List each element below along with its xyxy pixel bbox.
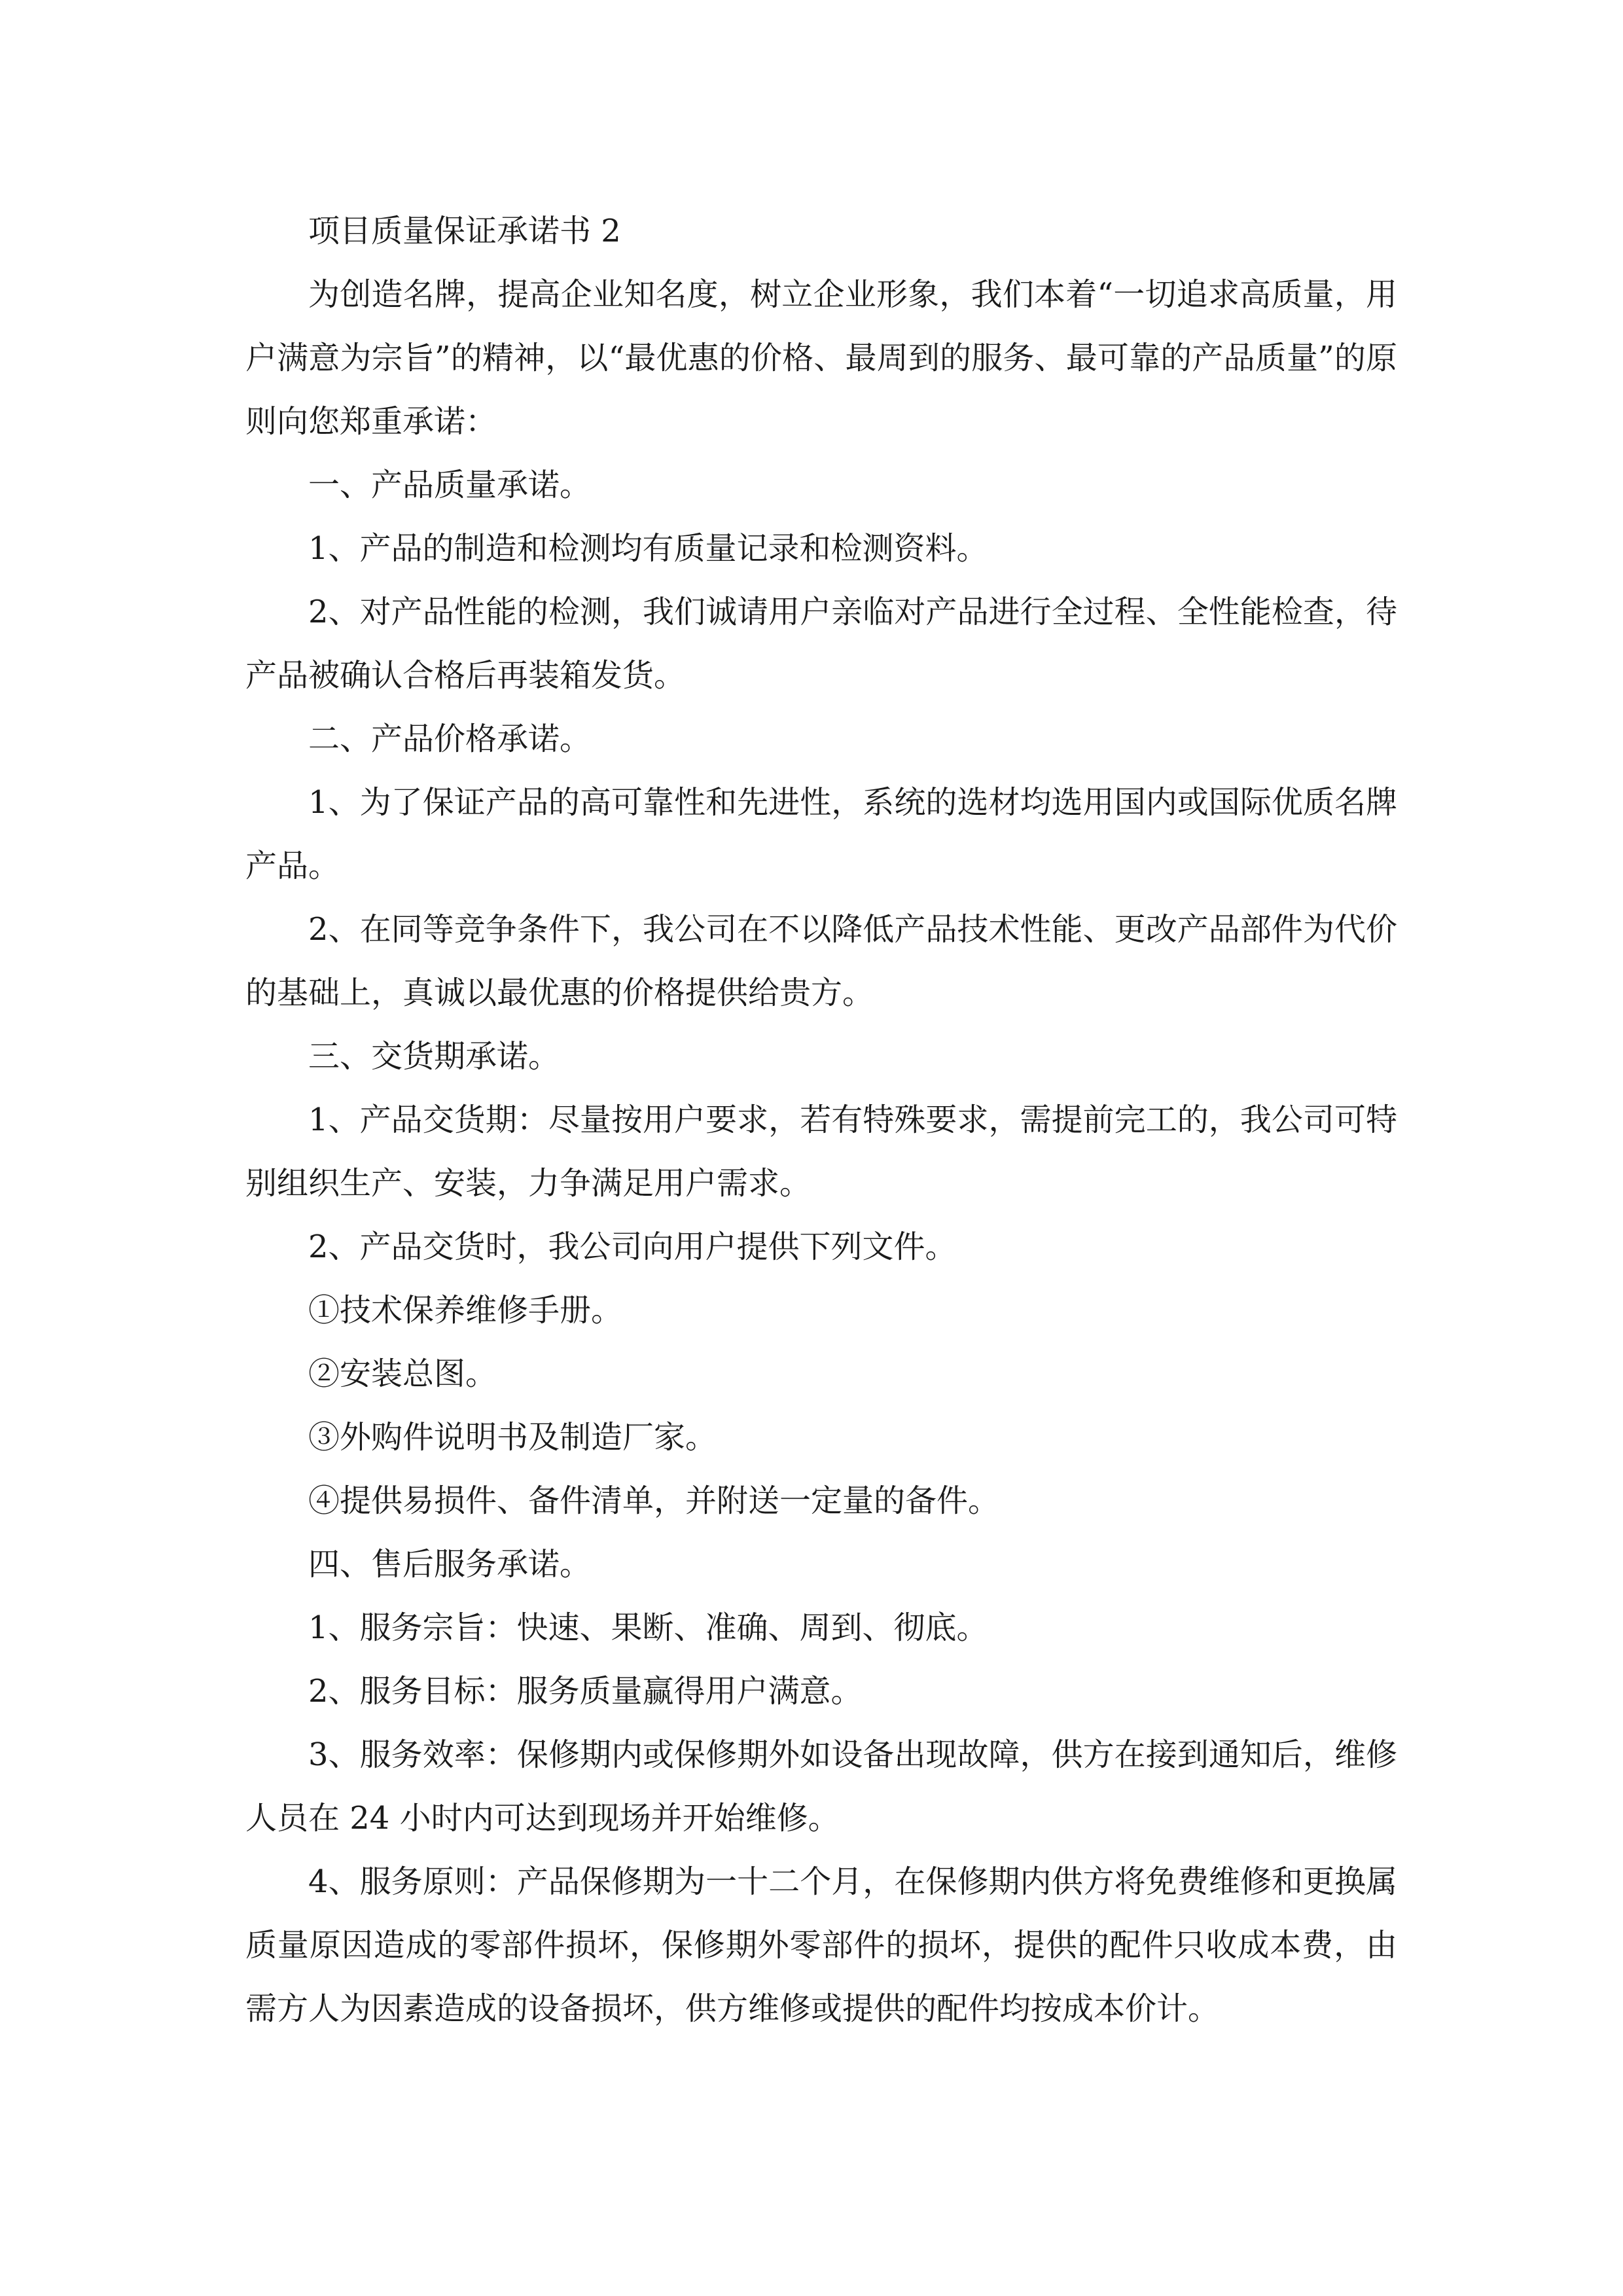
- document-title: 项目质量保证承诺书 2: [308, 213, 621, 249]
- list-item-purchased-parts: ③外购件说明书及制造厂家。: [308, 1419, 717, 1456]
- section-heading-after-sales: 四、售后服务承诺。: [308, 1546, 592, 1583]
- list-item-drawing: ②安装总图。: [308, 1355, 497, 1392]
- section-heading-price: 二、产品价格承诺。: [308, 721, 592, 757]
- paragraph-service-2: 2、服务目标：服务质量赢得用户满意。: [308, 1673, 863, 1710]
- paragraph-quality-2: 2、对产品性能的检测，我们诚请用户亲临对产品进行全过程、全性能检查，待产品被确认合格后再装箱发货。: [245, 594, 1397, 694]
- list-item-manual: ①技术保养维修手册。: [308, 1292, 623, 1329]
- section-heading-quality: 一、产品质量承诺。: [308, 467, 592, 503]
- list-item-spare-parts: ④提供易损件、备件清单，并附送一定量的备件。: [308, 1482, 1000, 1519]
- paragraph-service-3: 3、服务效率：保修期内或保修期外如设备出现故障，供方在接到通知后，维修人员在 24 小时内可达到现场并开始维修。: [245, 1736, 1397, 1837]
- section-heading-delivery: 三、交货期承诺。: [308, 1038, 560, 1075]
- paragraph-price-2: 2、在同等竞争条件下，我公司在不以降低产品技术性能、更改产品部件为代价的基础上，真诚以最优惠的价格提供给贵方。: [245, 911, 1397, 1011]
- paragraph-service-4: 4、服务原则：产品保修期为一十二个月，在保修期内供方将免费维修和更换属质量原因造成的零部件损坏，保修期外零部件的损坏，提供的配件只收成本费，由需方人为因素造成的设备损坏，供方维修或提供的配件均按成本价计。: [245, 1863, 1397, 2027]
- paragraph-delivery-2: 2、产品交货时，我公司向用户提供下列文件。: [308, 1229, 957, 1265]
- paragraph-service-1: 1、服务宗旨：快速、果断、准确、周到、彻底。: [308, 1609, 988, 1646]
- paragraph-quality-1: 1、产品的制造和检测均有质量记录和检测资料。: [308, 530, 988, 567]
- paragraph-price-1: 1、为了保证产品的高可靠性和先进性，系统的选材均选用国内或国际优质名牌产品。: [245, 784, 1397, 884]
- paragraph-delivery-1: 1、产品交货期：尽量按用户要求，若有特殊要求，需提前完工的，我公司可特别组织生产、安装，力争满足用户需求。: [245, 1102, 1397, 1202]
- paragraph-intro: 为创造名牌，提高企业知名度，树立企业形象，我们本着“一切追求高质量，用户满意为宗旨”的精神，以“最优惠的价格、最周到的服务、最可靠的产品质量”的原则向您郑重承诺：: [245, 276, 1397, 440]
- document-body: [245, 200, 1397, 2041]
